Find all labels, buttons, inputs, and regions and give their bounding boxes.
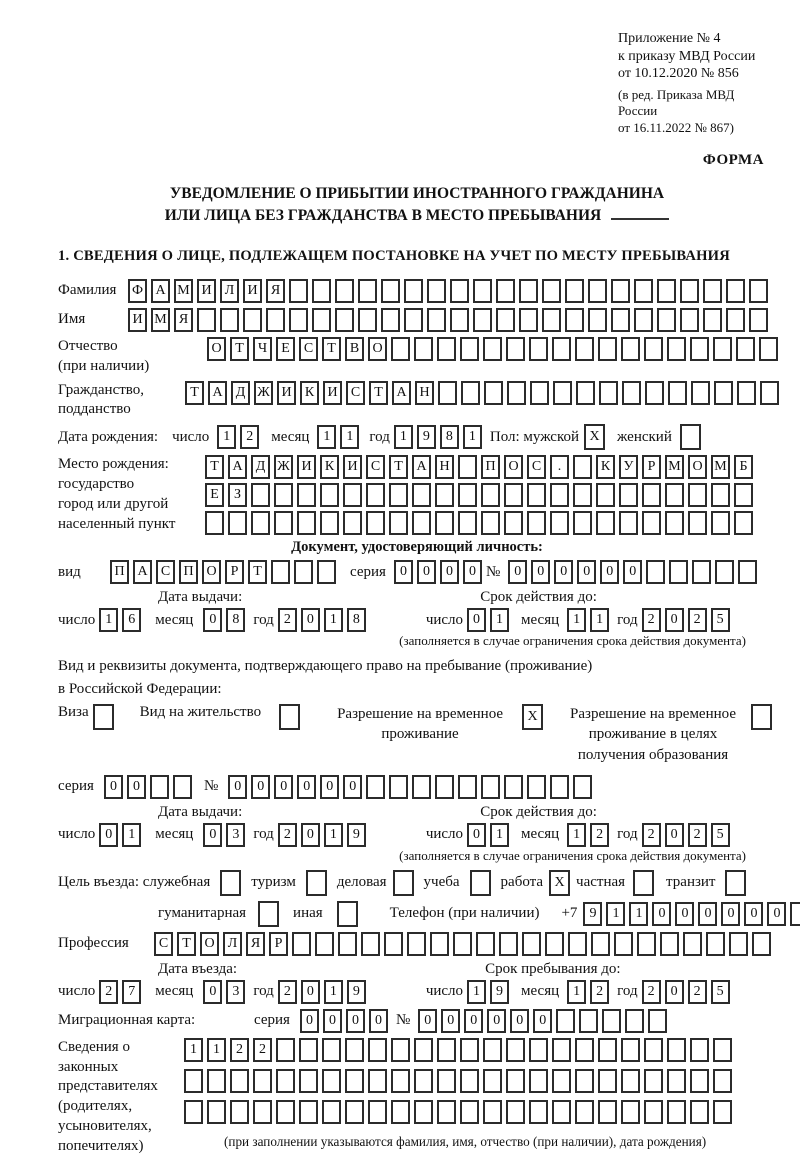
surname-row [58, 279, 776, 303]
form-title-line1: УВЕДОМЛЕНИЕ О ПРИБЫТИИ ИНОСТРАННОГО ГРАЖДАНИНА [169, 185, 665, 202]
id-issue-date-label: Дата выдачи: [158, 589, 243, 606]
id-issue-month-label: месяц [155, 611, 194, 628]
permit-doc-intro: Вид и реквизиты документа, подтверждающего право на пребывание (проживание) в Российской Федерации: [58, 658, 593, 697]
form-title [58, 183, 776, 228]
purpose-official-checkbox[interactable] [220, 870, 245, 896]
legal-row3-input[interactable] [184, 1100, 736, 1124]
permit-valid-month-label: месяц [521, 826, 560, 843]
id-valid-year-input[interactable]: 2 0 2 5 [642, 608, 734, 632]
section1-heading: 1. СВЕДЕНИЯ О ЛИЦЕ, ПОДЛЕЖАЩЕМ ПОСТАНОВКЕ НА УЧЕТ ПО МЕСТУ ПРЕБЫВАНИЯ [58, 247, 730, 264]
permit-type-row [58, 704, 776, 765]
id-valid-year-label: год [617, 611, 638, 628]
purpose-private-label: частная [576, 874, 626, 891]
phone-label: Телефон (при наличии) [389, 905, 540, 922]
legal-row2-input[interactable] [184, 1069, 736, 1093]
identity-doc-row [58, 560, 776, 584]
doc-kind-input[interactable]: П А С П О Р Т [110, 560, 340, 584]
purpose-business-checkbox[interactable] [393, 870, 418, 896]
doc-series-input[interactable]: 0 0 0 0 [394, 560, 486, 584]
doc-number-label: № [485, 563, 501, 580]
purpose-transit-label: транзит [666, 874, 716, 891]
temp-residence-checkbox[interactable]: X [522, 704, 547, 730]
form-label: ФОРМА [702, 152, 764, 168]
entry-dates-head [58, 961, 776, 978]
legal-representatives-block [58, 1038, 776, 1157]
birth-month-label: месяц [271, 428, 310, 445]
patronymic-label: Отчество (при наличии) [58, 337, 150, 374]
permit-valid-month-input[interactable]: 1 2 [567, 823, 613, 847]
purpose-humanitarian-checkbox[interactable] [258, 901, 283, 927]
mig-number-label: № [395, 1012, 411, 1029]
phone-input[interactable]: 9 1 1 0 0 0 0 0 0 [583, 902, 800, 926]
id-valid-note: (заполняется в случае ограничения срока действия документа) [399, 633, 746, 649]
header-reference-block [618, 30, 776, 136]
temp-residence-edu-label: Разрешение на временное проживание в целях получения образования [570, 706, 736, 763]
stay-day-input[interactable]: 1 9 [467, 980, 513, 1004]
permit-issue-month-input[interactable]: 0 3 [203, 823, 249, 847]
profession-label: Профессия [58, 935, 129, 952]
entry-date-label: Дата въезда: [158, 960, 238, 977]
permit-series-label: серия [58, 778, 94, 795]
permit-valid-day-label: число [425, 826, 464, 843]
header-line-1: Приложение № 4 [618, 31, 721, 46]
purpose-study-checkbox[interactable] [470, 870, 495, 896]
entry-dates-row [58, 980, 776, 1004]
migration-card-row [58, 1009, 776, 1033]
id-valid-day-input[interactable]: 0 1 [467, 608, 513, 632]
purpose-business-label: деловая [336, 874, 387, 891]
birth-day-input[interactable]: 1 2 [217, 425, 263, 449]
permit-valid-day-input[interactable]: 0 1 [467, 823, 513, 847]
permit-valid-until-label: Срок действия до: [480, 803, 597, 820]
form-title-line2: ИЛИ ЛИЦА БЕЗ ГРАЖДАНСТВА В МЕСТО ПРЕБЫВАНИЯ [164, 207, 602, 225]
migration-card-label: Миграционная карта: [58, 1012, 196, 1029]
id-dates-head [58, 589, 776, 606]
entry-year-label: год [253, 983, 274, 1000]
surname-label: Фамилия [58, 282, 117, 299]
citizenship-input[interactable]: Т А Д Ж И К И С Т А Н [185, 381, 783, 405]
temp-residence-label: Разрешение на временное проживание [337, 706, 504, 743]
legal-row1-input[interactable]: 1 1 2 2 [184, 1038, 736, 1062]
doc-series-label: серия [350, 563, 386, 580]
header-line-5: от 16.11.2022 № 867) [618, 119, 735, 135]
birthplace-block [58, 455, 776, 535]
sex-male-label: Пол: мужской [489, 428, 580, 445]
purpose-humanitarian-label: гуманитарная [158, 905, 247, 922]
temp-residence-edu-checkbox[interactable] [751, 704, 776, 730]
entry-purpose-row [58, 870, 776, 896]
patronymic-input[interactable]: О Т Ч Е С Т В О [207, 337, 782, 361]
entry-purpose-row2 [58, 901, 781, 927]
mig-series-label: серия [254, 1012, 290, 1029]
purpose-work-checkbox[interactable]: X [549, 870, 574, 896]
permit-issue-day-input[interactable]: 0 1 [99, 823, 145, 847]
purpose-other-label: иная [293, 905, 323, 922]
id-valid-month-input[interactable]: 1 1 [567, 608, 613, 632]
id-issue-month-input[interactable]: 0 8 [203, 608, 249, 632]
birth-year-input[interactable]: 1 9 8 1 [394, 425, 486, 449]
stay-year-input[interactable]: 2 0 2 5 [642, 980, 734, 1004]
stay-year-label: год [617, 983, 638, 1000]
purpose-work-label: работа [500, 874, 544, 891]
permit-issue-day-label: число [58, 826, 96, 843]
birth-date-label: Дата рождения: [58, 428, 159, 445]
birthplace-row3-input[interactable] [205, 511, 757, 535]
purpose-other-checkbox[interactable] [337, 901, 362, 927]
purpose-transit-checkbox[interactable] [725, 870, 750, 896]
stay-month-label: месяц [521, 983, 560, 1000]
header-line-4: (в ред. Приказа МВД России [618, 86, 735, 119]
identity-doc-heading: Документ, удостоверяющий личность: [291, 539, 543, 556]
permit-issue-year-label: год [253, 826, 274, 843]
permit-issue-month-label: месяц [155, 826, 194, 843]
title-blank-line [611, 218, 669, 220]
mig-series-input[interactable]: 0 0 0 0 [300, 1009, 392, 1033]
birthplace-row1-input[interactable]: Т А Д Ж И К И С Т А Н П О С . К У Р М О М Б [205, 455, 757, 479]
profession-input[interactable]: С Т О Л Я Р [154, 932, 775, 956]
residence-permit-checkbox[interactable] [279, 704, 304, 730]
purpose-study-label: учеба [423, 874, 460, 891]
sex-male-checkbox[interactable]: X [584, 424, 609, 450]
mig-number-input[interactable]: 0 0 0 0 0 0 [418, 1009, 671, 1033]
entry-year-input[interactable]: 2 0 1 9 [278, 980, 370, 1004]
purpose-official-label: Цель въезда: служебная [58, 874, 211, 891]
name-input[interactable]: И М Я [128, 308, 772, 332]
legal-note: (при заполнении указываются фамилия, имя, отчество (при наличии), дата рождения) [224, 1133, 707, 1149]
id-issue-day-label: число [58, 611, 96, 628]
permit-valid-note: (заполняется в случае ограничения срока действия документа) [399, 847, 746, 863]
profession-row [58, 932, 776, 956]
id-valid-day-label: число [425, 611, 464, 628]
permit-valid-year-input[interactable]: 2 0 2 5 [642, 823, 734, 847]
patronymic-row [58, 337, 776, 377]
id-valid-until-label: Срок действия до: [480, 589, 597, 606]
name-row [58, 308, 776, 332]
permit-number-label: № [203, 778, 219, 795]
citizenship-label: Гражданство, подданство [58, 381, 145, 418]
doc-kind-label: вид [58, 563, 81, 580]
birth-year-label: год [369, 428, 390, 445]
entry-month-input[interactable]: 0 3 [203, 980, 249, 1004]
visa-checkbox[interactable] [93, 704, 118, 730]
id-valid-month-label: месяц [521, 611, 560, 628]
sex-female-checkbox[interactable] [680, 424, 705, 450]
birthplace-row2-input[interactable]: Е З [205, 483, 757, 507]
birth-date-row [58, 424, 776, 450]
stay-until-label: Срок пребывания до: [485, 960, 621, 977]
permit-issue-date-label: Дата выдачи: [158, 803, 243, 820]
id-dates-row [58, 608, 776, 632]
name-label: Имя [58, 311, 86, 328]
birth-day-label: число [172, 428, 210, 445]
birth-month-input[interactable]: 1 1 [317, 425, 363, 449]
header-line-2: к приказу МВД России [618, 48, 756, 64]
doc-number-input[interactable]: 0 0 0 0 0 0 [508, 560, 761, 584]
stay-day-label: число [425, 983, 464, 1000]
purpose-tourism-checkbox[interactable] [306, 870, 331, 896]
id-issue-day-input[interactable]: 1 6 [99, 608, 145, 632]
entry-day-input[interactable]: 2 7 [99, 980, 145, 1004]
residence-permit-label: Вид на жительство [139, 704, 262, 721]
entry-day-label: число [58, 983, 96, 1000]
id-issue-year-input[interactable]: 2 0 1 8 [278, 608, 370, 632]
legal-representatives-label: Сведения о законных представителях (родителях, усыновителях, попечителях) [58, 1038, 158, 1154]
purpose-tourism-label: туризм [251, 874, 296, 891]
permit-series-row [58, 775, 776, 799]
permit-series-input[interactable]: 0 0 [104, 775, 196, 799]
visa-label: Виза [58, 704, 89, 721]
id-issue-year-label: год [253, 611, 274, 628]
surname-input[interactable]: Ф А М И Л И Я [128, 279, 772, 303]
permit-valid-year-label: год [617, 826, 638, 843]
permit-dates-row [58, 823, 776, 847]
permit-issue-year-input[interactable]: 2 0 1 9 [278, 823, 370, 847]
permit-number-input[interactable]: 0 0 0 0 0 0 [228, 775, 596, 799]
birthplace-label: Место рождения: государство город или другой населенный пункт [58, 456, 176, 532]
sex-female-label: женский [617, 428, 672, 445]
header-line-3: от 10.12.2020 № 856 [618, 66, 739, 82]
permit-dates-head [58, 804, 776, 821]
citizenship-row [58, 381, 776, 421]
entry-month-label: месяц [155, 983, 194, 1000]
stay-month-input[interactable]: 1 2 [567, 980, 613, 1004]
phone-prefix-label: +7 [561, 905, 578, 922]
purpose-private-checkbox[interactable] [633, 870, 658, 896]
